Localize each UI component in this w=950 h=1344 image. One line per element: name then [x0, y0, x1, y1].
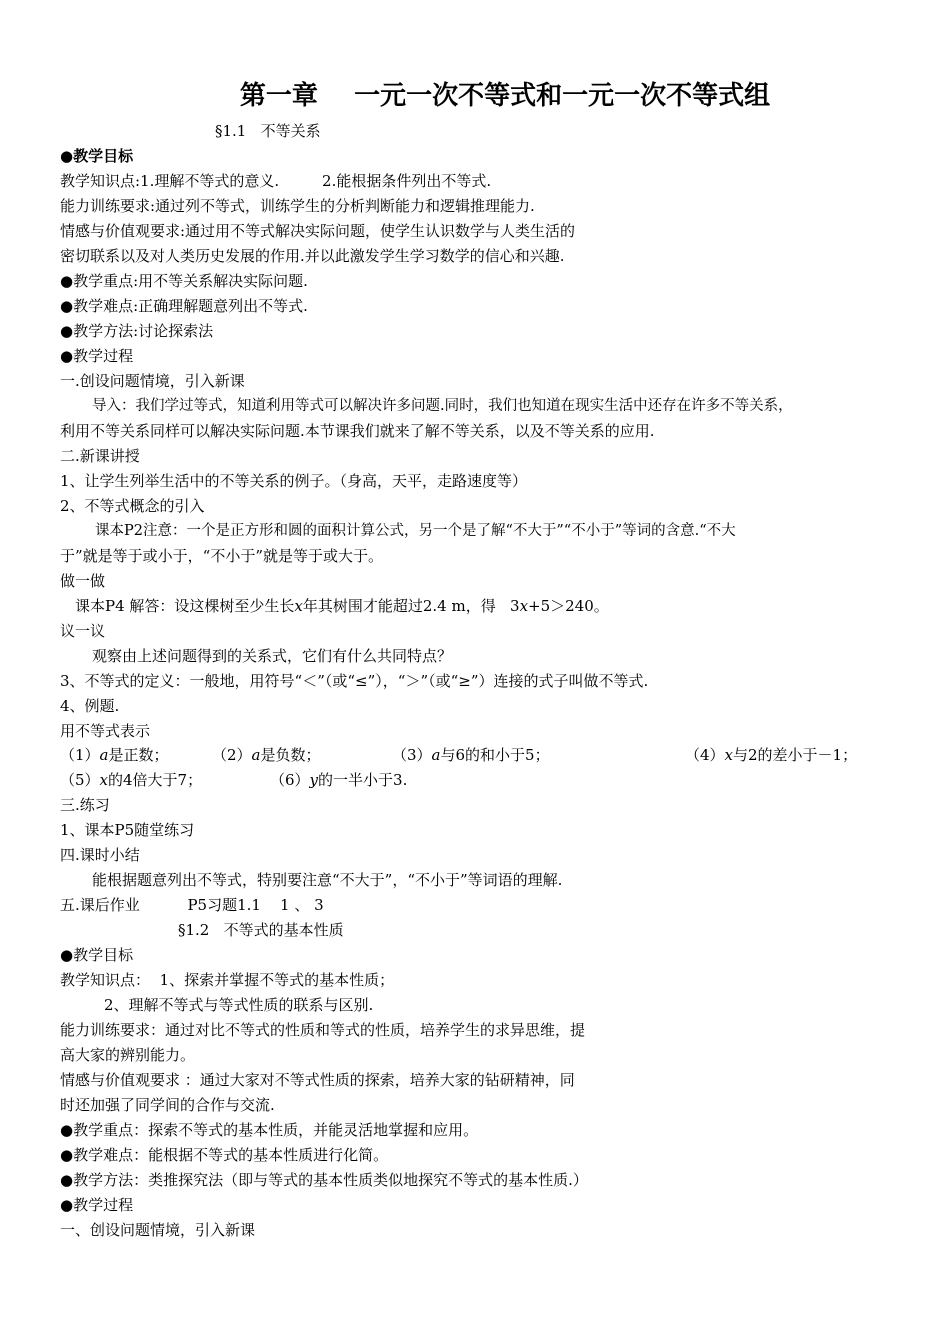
intro-paragraph-line1: 导入：我们学过等式，知道利用等式可以解决许多问题.同时，我们也知道在现实生活中还存在许多不等关系，	[92, 398, 793, 414]
part-one-heading-2: 一、创设问题情境，引入新课	[60, 1221, 256, 1239]
discuss-heading: 议一议	[60, 622, 106, 640]
do-it-heading: 做一做	[60, 572, 106, 590]
section-heading-1-1: §1.1 不等关系	[215, 122, 321, 140]
textbook-note-line1: 课本P2注意：一个是正方形和圆的面积计算公式，另一个是了解“不大于”“不小于”等词的含意.“不大	[95, 523, 736, 539]
teaching-process-heading: ●教学过程	[60, 347, 134, 365]
example-5: （5）x的4倍大于7；	[60, 771, 203, 789]
intro-paragraph-line2: 利用不等关系同样可以解决实际问题.本节课我们就来了解不等关系，以及不等关系的应用.	[60, 422, 655, 440]
teaching-key-point: ●教学重点:用不等关系解决实际问题.	[60, 272, 308, 290]
express-with-inequality: 用不等式表示	[60, 722, 151, 740]
emotion-values-2-line1: 情感与价值观要求 ：通过大家对不等式性质的探索，培养大家的钻研精神，同	[60, 1071, 575, 1089]
knowledge-points-2-line2: 2、理解不等式与等式性质的联系与区别.	[104, 996, 374, 1014]
teaching-method-2: ●教学方法：类推探究法（即与等式的基本性质类似地探究不等式的基本性质.）	[60, 1171, 588, 1189]
knowledge-points-2-line1: 教学知识点： 1、探索并掌握不等式的基本性质；	[60, 971, 395, 989]
emotion-values-2-line2: 时还加强了同学间的合作与交流.	[60, 1096, 275, 1114]
emotion-values-line2: 密切联系以及对人类历史发展的作用.并以此激发学生学习数学的信心和兴趣.	[60, 247, 565, 265]
chapter-title: 第一章 一元一次不等式和一元一次不等式组	[239, 81, 771, 111]
item-4-examples: 4、例题.	[60, 697, 120, 715]
teaching-difficulty: ●教学难点:正确理解题意列出不等式.	[60, 297, 308, 315]
teaching-process-heading-2: ●教学过程	[60, 1196, 134, 1214]
textbook-p4-solution: 课本P4 解答：设这棵树至少生长x年其树围才能超过2.4 m，得 3x+5＞240。	[75, 597, 609, 615]
observe-question: 观察由上述问题得到的关系式，它们有什么共同特点？	[92, 647, 453, 665]
part-four-heading: 四.课时小结	[60, 846, 140, 864]
teaching-difficulty-2: ●教学难点：能根据不等式的基本性质进行化简。	[60, 1146, 389, 1164]
example-4: （4）x与2的差小于－1；	[685, 746, 858, 764]
teaching-key-point-2: ●教学重点：探索不等式的基本性质，并能灵活地掌握和应用。	[60, 1121, 479, 1139]
part-two-heading: 二.新课讲授	[60, 447, 140, 465]
practice-item: 1、课本P5随堂练习	[60, 821, 195, 839]
section-heading-1-2: §1.2 不等式的基本性质	[178, 921, 344, 939]
item-1-examples: 1、让学生列举生活中的不等关系的例子。（身高，天平，走路速度等）	[60, 472, 528, 490]
teaching-goals-heading-2: ●教学目标	[60, 946, 134, 964]
emotion-values-line1: 情感与价值观要求:通过用不等式解决实际问题，使学生认识数学与人类生活的	[60, 222, 576, 240]
item-2-concept-intro: 2、不等式概念的引入	[60, 497, 205, 515]
teaching-goals-heading: ●教学目标	[60, 147, 134, 165]
example-1: （1）a是正数；	[60, 746, 169, 764]
teaching-method: ●教学方法:讨论探索法	[60, 322, 214, 340]
example-6: （6）y的一半小于3.	[270, 771, 408, 789]
example-2: （2）a是负数；	[212, 746, 321, 764]
textbook-note-line2: 于”就是等于或小于，“不小于”就是等于或大于。	[60, 547, 384, 565]
example-3: （3）a与6的和小于5；	[392, 746, 550, 764]
ability-requirements: 能力训练要求:通过列不等式，训练学生的分析判断能力和逻辑推理能力.	[60, 197, 535, 215]
part-three-heading: 三.练习	[60, 796, 110, 814]
ability-requirements-2-line2: 高大家的辨别能力。	[60, 1046, 196, 1064]
lesson-summary: 能根据题意列出不等式，特别要注意“不大于”，“不小于”等词语的理解.	[92, 871, 563, 889]
homework-line: 五.课后作业 P5习题1.1 1 、 3	[60, 896, 324, 914]
part-one-heading: 一.创设问题情境，引入新课	[60, 372, 245, 390]
item-3-definition: 3、不等式的定义：一般地，用符号“＜”（或“≤”），“＞”（或“≥”）连接的式子叫做不等式.	[60, 672, 649, 690]
ability-requirements-2-line1: 能力训练要求：通过对比不等式的性质和等式的性质，培养学生的求异思维，提	[60, 1021, 586, 1039]
knowledge-points: 教学知识点:1.理解不等式的意义. 2.能根据条件列出不等式.	[60, 172, 492, 190]
